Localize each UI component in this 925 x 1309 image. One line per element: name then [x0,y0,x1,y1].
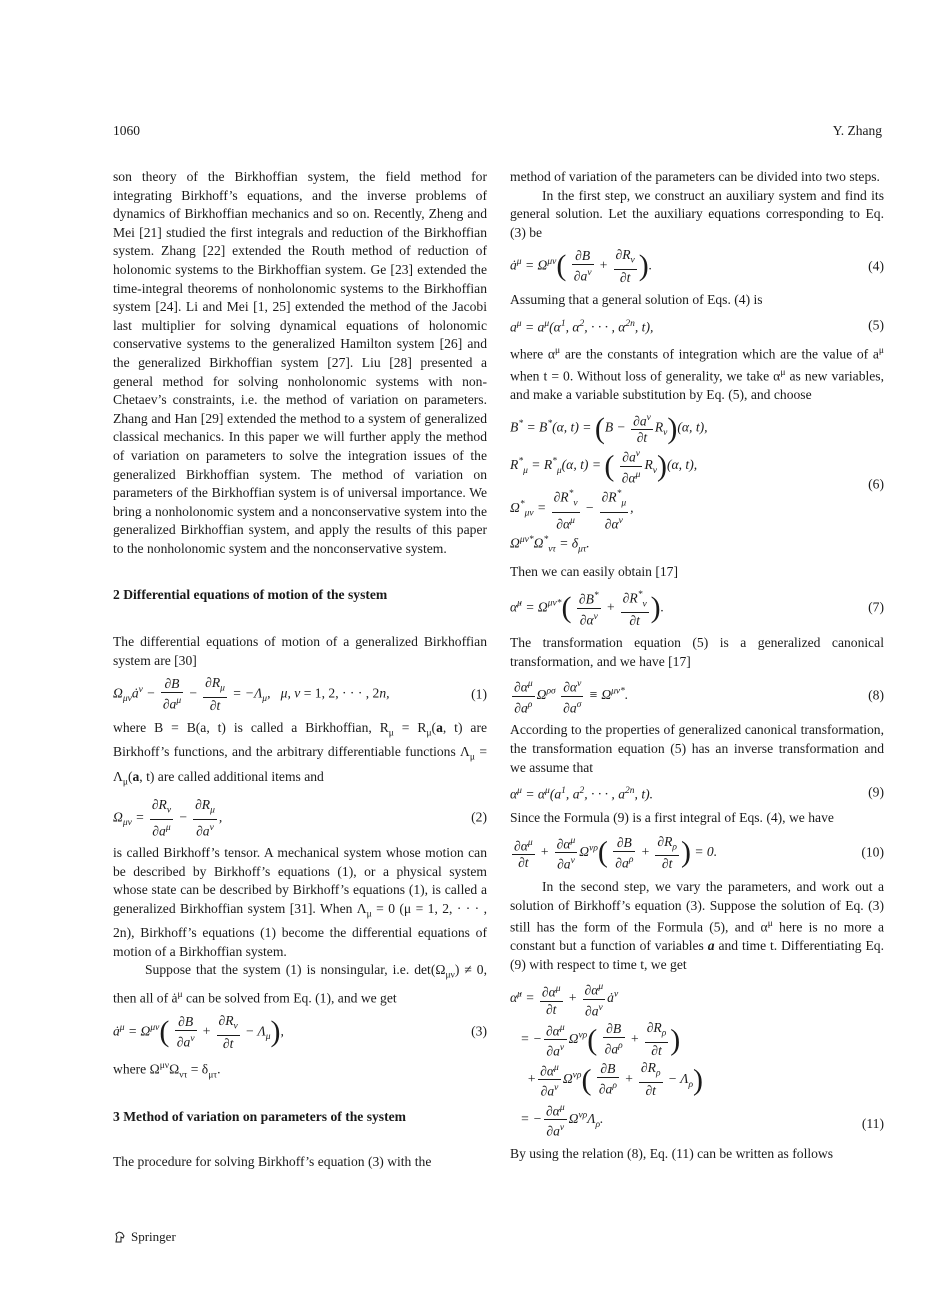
paragraph: In the second step, we vary the parameters, and work out a solution of Birkhoff’s equation (3). Suppose the solution of Eq. (3) still has the form of the Formula (5), and $\alpha^\mu$ here is no more a constant but a function of variables a and time t. Differentiating Eq. (9) with respect to time t, we get [510,878,884,972]
section-heading-2: 2 Differential equations of motion of the system [113,587,388,603]
paragraph: Assuming that a general solution of Eqs. (4) is [510,292,763,308]
paragraph: is called Birkhoff’s tensor. A mechanical system whose motion can be described by Birkhoff’s equations (1), or a physical system whose state can be described by Birkhoff’s equations (1), is called a generalized Birkhoffian system [31]. When $\Lambda_\mu = 0$ (μ = 1, 2, · · · , 2n), Birkhoff’s equations (1) become the differential equations of motion of a Birkhoffian system. [113,845,487,959]
equation-number: (7) [868,599,884,615]
equation-10: $\frac{\partial\alpha^\mu}{\partial t}$ + $\frac{\partial\alpha^\mu}{\partial a^\nu}$ $\Omega^{\nu\rho}$( $\frac{\partial B}{\partial a^\rho}$ + $\frac{\partial R_\rho}{\partial t}$ ) = 0. (10) [514,833,884,872]
equation-number: (8) [868,688,884,704]
paragraph: By using the relation (8), Eq. (11) can be written as follows [510,1145,834,1161]
publisher-name: Springer [131,1229,176,1244]
page-number: 1060 [113,123,140,138]
equation-number: (9) [868,784,884,800]
equation-number: (10) [861,844,884,860]
right-column [510,168,884,1163]
section-heading-3: 3 Method of variation on parameters of the system [113,1109,406,1125]
left-column [113,168,487,1172]
equation-5: $a^\mu = a^\mu(\alpha^1$, $\alpha^2$, · · · , $\alpha^{2n}$, t), (5) [510,317,884,335]
equation-8: $\frac{\partial\alpha^\mu}{\partial a^\rho}$ $\Omega^{\rho\sigma}$ $\frac{\partial\alpha^\nu}{\partial a^\sigma}$ ≡ $\Omega^{\mu\nu*}$. (8) [510,676,884,716]
paragraph: son theory of the Birkhoffian system, the field method for integrating Birkhoff’s equations, and the inverse problems of dynamics of Birkhoffian mechanics and so on. Recently, Zheng and Mei [21] studied the first integrals and reduction of the Birkhoffian system. Zhang [22] extended the Routh method of reduction of holonomic systems to the Birkhoffian system. Ge [23] extended the time-integral theorems of nonholonomic systems to the Birkhoffian system [24]. Li and Mei [1, 25] extended the method of the Jacobi last multiplier for solving dynamical equations of holonomic conservative systems to the generalized Hamilton system [26] and the generalized Birkhoffian system [27]. Liu [28] presented a general method for solving nonholonomic systems with non-Chetaev’s constraints, i.e. the method of variation on parameters. Zhang and Han [29] extended the method to a system of generalized classical mechanics. In this paper we will further apply the method of variation on parameters to solve the integration issues of the generalized Birkhoffian system. The method of variation on parameters of the Birkhoffian system is of universal importance. We bring a nonholonomic system and a nonconservative system into the generalized Birkhoffian system, and apply the results of this paper to the nonholonomic system and the nonconservative system. [113,169,487,556]
equation-number: (3) [471,1023,487,1039]
running-author: Y. Zhang [832,123,882,138]
equation-6: B* = B*(α, t) = (B − $\frac{\partial a^\nu}{\partial t}$ $R_\nu)(\alpha$, t), $R^*_\mu = R^*_\mu(\alpha$, t) = ( $\frac{\partial a^\nu}{\partial\alpha^\mu}$ $R_\nu)(\alpha$, t), $\Omega^*_{\mu\nu}$ = $\frac{\partial R^*_\nu}{\partial\alpha^\mu}$ − $\frac{\partial R^*_\mu}{\partial\alpha^\nu}$ , $\Omega^{\mu\nu*}\Omega^*_{\nu\tau} = \delta_{\mu\tau}$. (6) [510,411,884,555]
equation-number: (4) [868,258,884,274]
equation-2: $\Omega_{\mu\nu}$ = $\frac{\partial R_\nu}{\partial a^\mu}$ − $\frac{\partial R_\mu}{\partial a^\nu}$ , (2) [113,796,487,839]
paragraph: where $\alpha^\mu$ are the constants of integration which are the value of $a^\mu$ when t = 0. Without loss of generality, we take $\alpha^\mu$ as new variables, and make a variable substitution by Eq. (5), and choose [510,345,885,403]
paragraph: The differential equations of motion of a generalized Birkhoffian system are [30] [113,634,487,668]
paragraph: where $\Omega^{\mu\nu}\Omega_{\nu\tau} = \delta_{\mu\tau}$. [113,1060,221,1080]
paragraph: The procedure for solving Birkhoff’s equation (3) with the [113,1154,432,1170]
equation-4: $ȧ^\mu = \Omega^{\mu\nu}$( $\frac{\partial B}{\partial a^\nu}$ + $\frac{\partial R_\nu}{\partial t}$ ). (4) [510,247,884,286]
paragraph: In the first step, we construct an auxiliary system and find its general solution. Let the auxiliary equations corresponding to Eq. (3) be [510,187,884,240]
equation-number: (6) [868,476,884,492]
equation-number: (5) [868,317,884,333]
equation-number: (1) [471,686,487,702]
paragraph: method of variation of the parameters can be divided into two steps. [510,169,880,184]
equation-3: $ȧ^\mu = \Omega^{\mu\nu}$( $\frac{\partial B}{\partial a^\nu}$ + $\frac{\partial R_\nu}{\partial t}$ − $\Lambda_\mu$), (3) [113,1012,487,1051]
equation-11: α̇$^\mu$ = $\frac{\partial\alpha^\mu}{\partial t}$ + $\frac{\partial\alpha^\mu}{\partial a^\nu}$ $ȧ^\nu$ = − $\frac{\partial\alpha^\mu}{\partial a^\nu}$ $\Omega^{\nu\rho}$( $\frac{\partial B}{\partial a^\rho}$ + $\frac{\partial R_\rho}{\partial t}$ ) + $\frac{\partial\alpha^\mu}{\partial a^\nu}$ $\Omega^{\nu\rho}$( $\frac{\partial B}{\partial a^\rho}$ + $\frac{\partial R_\rho}{\partial t}$ − $\Lambda_\rho$) = − $\frac{\partial\alpha^\mu}{\partial a^\nu}$ $\Omega^{\nu\rho}\Lambda_\rho$. (11) [510,979,884,1139]
paragraph: Suppose that the system (1) is nonsingular, i.e. $\det(\Omega_{\mu\nu}) \ne 0$, then all of $ȧ^\mu$ can be solved from Eq. (1), and we get [113,962,487,1006]
equation-9: $\alpha^\mu = \alpha^\mu(a^1$, $a^2$, · · · , $a^{2n}$, t). (9) [510,784,884,802]
paragraph: Then we can easily obtain [17] [510,564,678,580]
paragraph: Since the Formula (9) is a first integral of Eqs. (4), we have [510,810,834,826]
springer-horse-icon [113,1230,127,1244]
equation-number: (2) [471,809,487,825]
paragraph: The transformation equation (5) is a generalized canonical transformation, and we have [17] [510,635,884,669]
footer [113,1229,176,1245]
equation-1: $\Omega_{\mu\nu}ȧ^\nu$ − $\frac{\partial B}{\partial a^\mu}$ − $\frac{\partial R_\mu}{\partial t}$ = $-\Lambda_\mu$, μ, ν = 1, 2, · · · , 2n, (1) [113,675,487,713]
equation-number: (11) [861,1115,884,1131]
paragraph: According to the properties of generalized canonical transformation, the transformation equation (5) has an inverse transformation and we assume that [510,722,884,775]
equation-7: α̇$^\mu$ = $\Omega^{\mu\nu*}$( $\frac{\partial B^*}{\partial\alpha^\nu}$ + $\frac{\partial R^*_\nu}{\partial t}$ ). (7) [510,587,884,629]
paragraph: where B = B(a, t) is called a Birkhoffian, $R_\mu = R_\mu(a$, t) are Birkhoff’s functions, and the arbitrary differentiable functions $\Lambda_\mu = \Lambda_\mu(a$, t) are called additional items and [113,719,487,788]
